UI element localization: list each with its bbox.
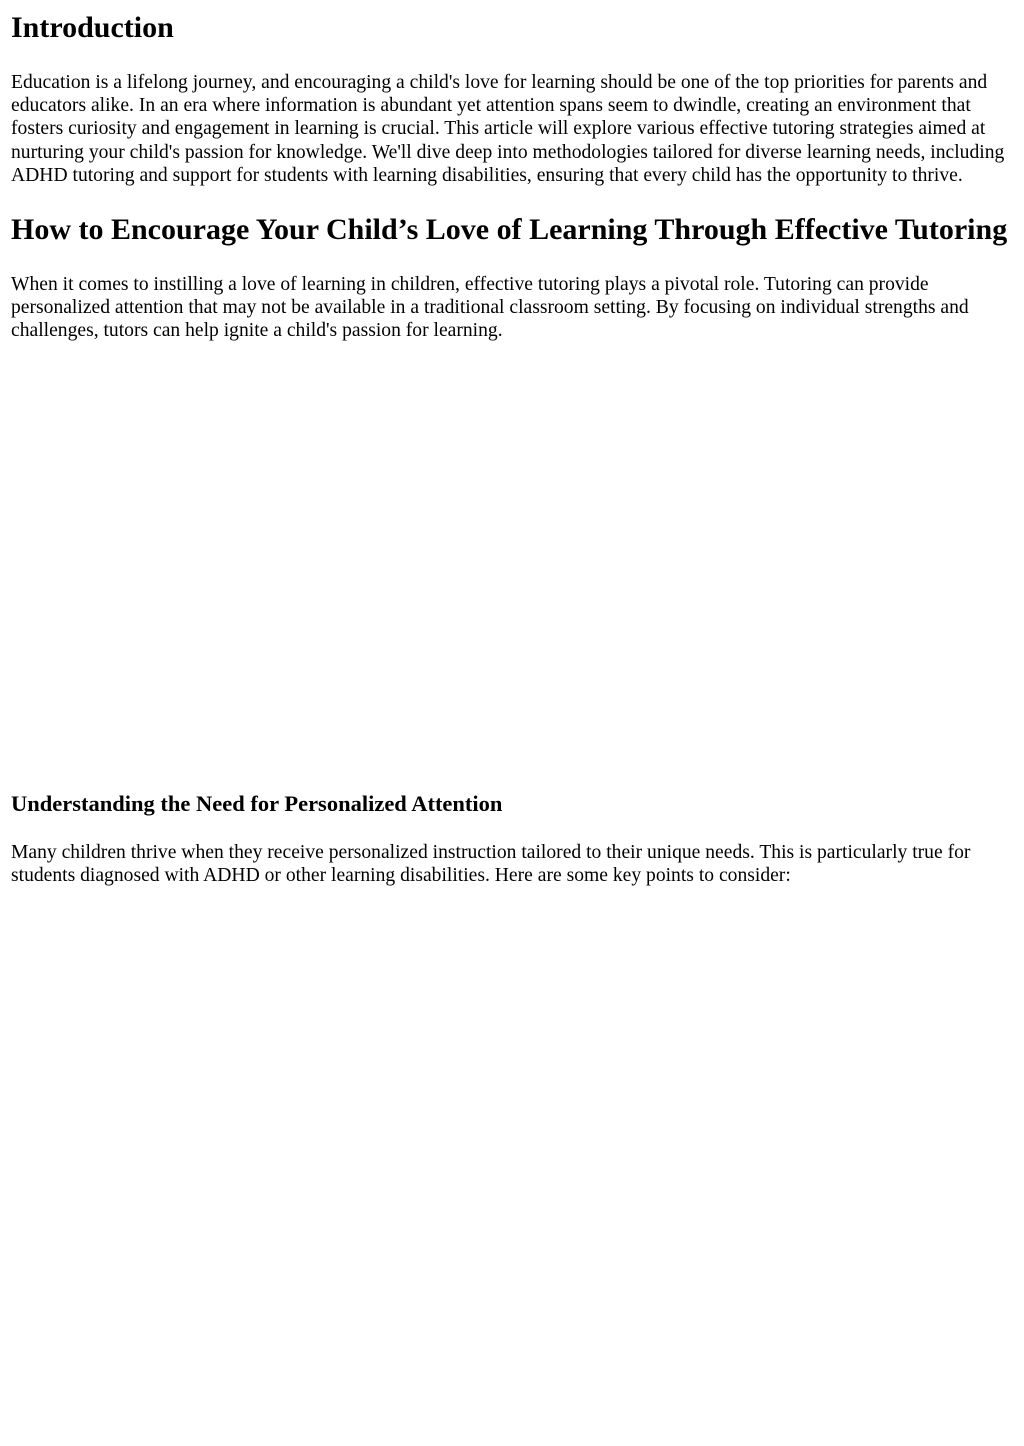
subsection-heading: Understanding the Need for Personalized Attention [11,790,503,816]
subsection-paragraph: Many children thrive when they receive personalized instruction tailored to their unique needs. This is particularly true for students diagnosed with ADHD or other learning disabilities. Here are some key points to consider: [11,841,971,886]
blank-space [11,343,1016,791]
section-heading: How to Encourage Your Child’s Love of Learning Through Effective Tutoring [11,213,1008,247]
intro-heading: Introduction [11,11,174,44]
section-paragraph: When it comes to instilling a love of learning in children, effective tutoring plays a pivotal role. Tutoring can provide personalized attention that may not be available in a traditional classroom setting. By focusing on individual strengths and challenges, tutors can help ignite a child's passion for learning. [11,274,969,342]
intro-paragraph: Education is a lifelong journey, and encouraging a child's love for learning should be one of the top priorities for parents and educators alike. In an era where information is abundant yet attention spans seem to dwindle, creating an environment that fosters curiosity and engagement in learning is crucial. This article will explore various effective tutoring strategies aimed at nurturing your child's passion for knowledge. We'll dive deep into methodologies tailored for diverse learning needs, including ADHD tutoring and support for students with learning disabilities, ensuring that every child has the opportunity to thrive. [11,72,1005,186]
